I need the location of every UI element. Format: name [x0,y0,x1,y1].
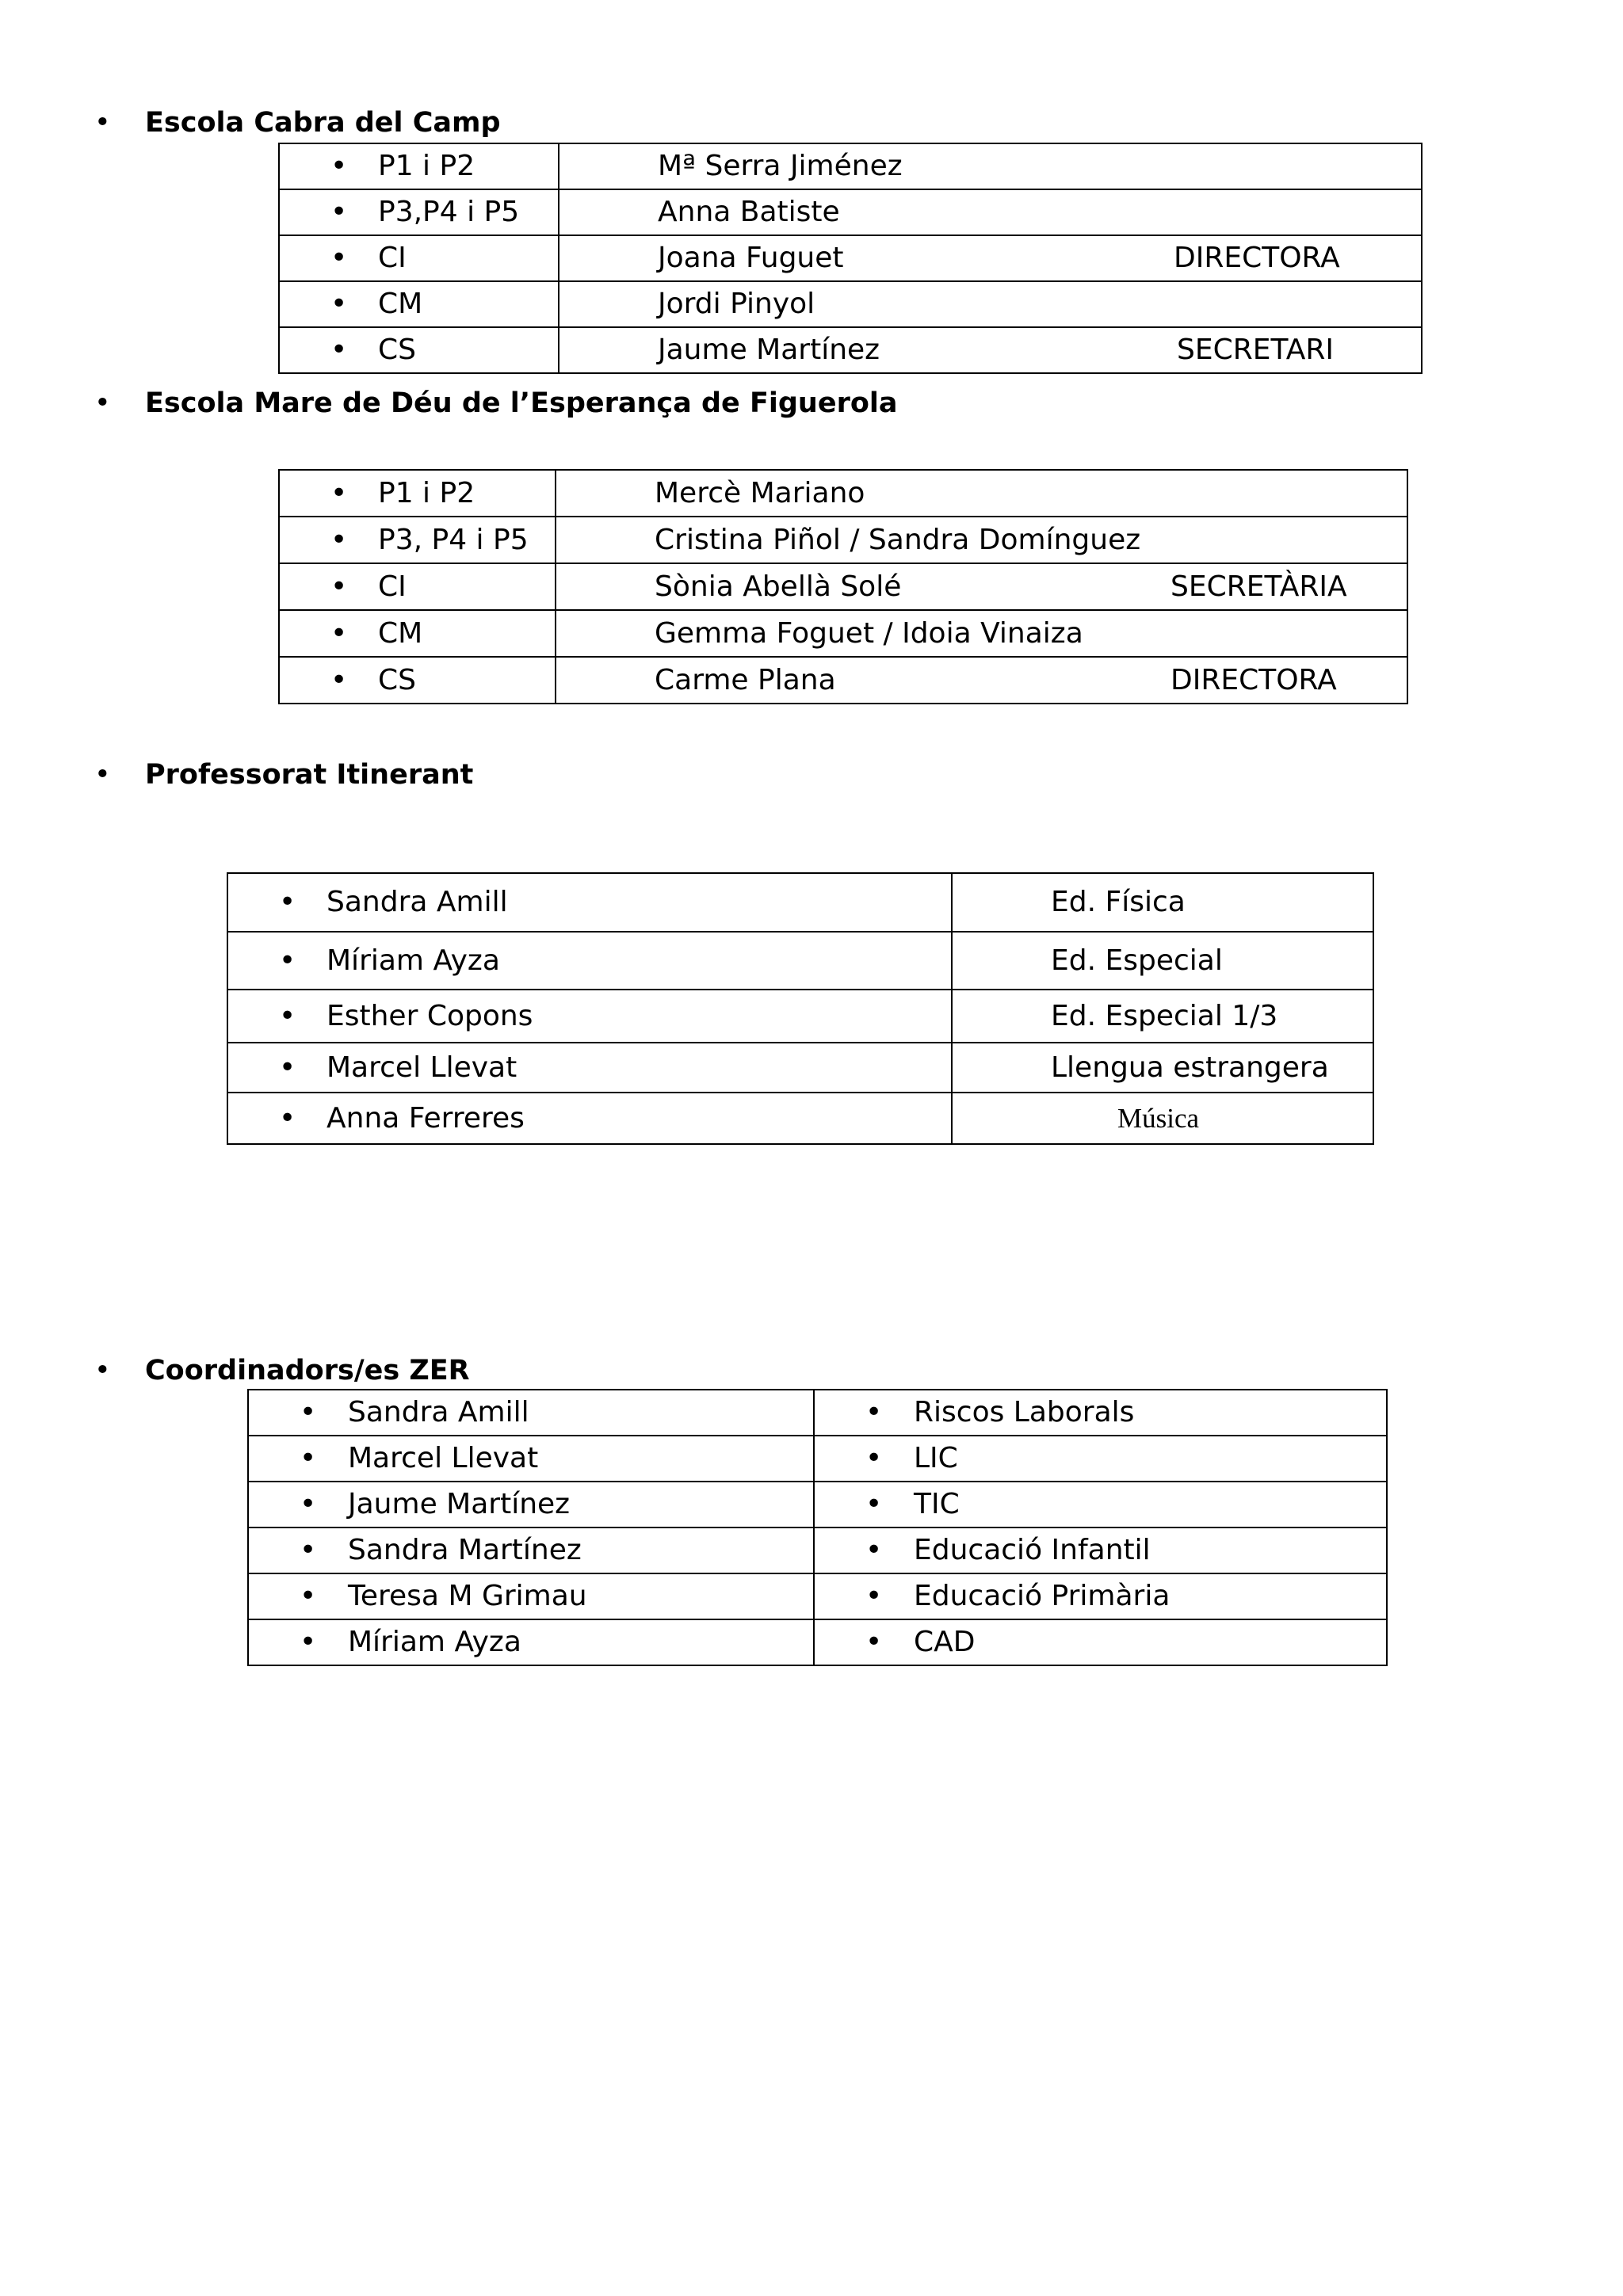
teacher-name: Joana Fuguet [658,242,844,274]
table-row [248,1573,1387,1619]
table-row [227,873,1373,932]
table-row [279,657,1407,704]
section-title-coordinadors-zer: • Coordinadors/es ZER [145,1355,470,1386]
teacher-name-cell: • Esther Copons [227,990,952,1043]
table-row [279,470,1407,517]
coordination-area-cell: • Educació Primària [814,1573,1387,1619]
level-cell: • P3,P4 i P5 [279,189,559,235]
role-label: DIRECTORA [1170,663,1337,696]
coordinator-name-cell: • Sandra Amill [248,1390,814,1436]
coordination-area-cell: • Riscos Laborals [814,1390,1387,1436]
teacher-cell [559,281,1422,327]
table-row [279,235,1422,281]
table-row [279,563,1407,610]
subject-cell: Música [952,1093,1373,1144]
coordination-area-cell: • Educació Infantil [814,1527,1387,1573]
section-title-escola-figuerola: • Escola Mare de Déu de l’Esperança de Figuerola [145,387,898,419]
coordinator-name-cell: • Teresa M Grimau [248,1573,814,1619]
teacher-name: Cristina Piñol / Sandra Domínguez [655,523,1141,556]
role-label: DIRECTORA [1174,242,1340,274]
coordination-area-cell: • TIC [814,1482,1387,1527]
teacher-name: Anna Batiste [658,196,840,228]
coordinator-name-cell: • Míriam Ayza [248,1619,814,1665]
table-row [279,189,1422,235]
teacher-name: Sònia Abellà Solé [655,570,902,603]
section-title-escola-cabra: • Escola Cabra del Camp [145,107,501,139]
teacher-name-cell: • Sandra Amill [227,873,952,932]
teacher-cell [556,610,1407,657]
table-row [227,990,1373,1043]
table-row [279,281,1422,327]
coordinator-name-cell: • Jaume Martínez [248,1482,814,1527]
teacher-cell [559,235,1422,281]
coordinator-name-cell: • Marcel Llevat [248,1436,814,1482]
table-row [248,1390,1387,1436]
teacher-name: Jaume Martínez [658,334,880,366]
teacher-cell [556,517,1407,563]
teacher-name: Mercè Mariano [655,476,865,509]
teacher-name-cell: • Míriam Ayza [227,932,952,990]
subject-cell: Llengua estrangera [952,1043,1373,1093]
level-cell: • P1 i P2 [279,470,556,517]
subject-cell: Ed. Especial [952,932,1373,990]
teacher-name-cell: • Marcel Llevat [227,1043,952,1093]
subject-cell: Ed. Especial 1/3 [952,990,1373,1043]
table-row [227,1093,1373,1144]
coordinator-name-cell: • Sandra Martínez [248,1527,814,1573]
teacher-cell [559,327,1422,373]
table-row [248,1619,1387,1665]
level-cell: • P1 i P2 [279,143,559,189]
level-cell: • CM [279,281,559,327]
role-label: SECRETÀRIA [1170,570,1347,603]
coordination-area-cell: • LIC [814,1436,1387,1482]
teacher-cell [559,143,1422,189]
teacher-cell [559,189,1422,235]
level-cell: • CI [279,563,556,610]
table-row [248,1527,1387,1573]
subject-cell: Ed. Física [952,873,1373,932]
teacher-name: Mª Serra Jiménez [658,150,903,182]
table-escola-figuerola [278,469,1408,704]
teacher-name: Gemma Foguet / Idoia Vinaiza [655,616,1083,650]
table-row [248,1436,1387,1482]
table-row [227,1043,1373,1093]
table-row [227,932,1373,990]
table-coordinadors-zer [247,1389,1388,1666]
coordination-area-cell: • CAD [814,1619,1387,1665]
teacher-name: Jordi Pinyol [658,288,815,320]
level-cell: • CM [279,610,556,657]
table-professorat-itinerant [227,872,1374,1145]
level-cell: • P3, P4 i P5 [279,517,556,563]
table-row [279,143,1422,189]
teacher-name: Carme Plana [655,663,836,696]
section-title-professorat-itinerant: • Professorat Itinerant [145,759,473,791]
table-escola-cabra [278,143,1423,374]
role-label: SECRETARI [1177,334,1334,366]
teacher-cell [556,470,1407,517]
level-cell: • CS [279,657,556,704]
teacher-cell [556,563,1407,610]
table-row [279,610,1407,657]
level-cell: • CI [279,235,559,281]
teacher-cell [556,657,1407,704]
level-cell: • CS [279,327,559,373]
teacher-name-cell: • Anna Ferreres [227,1093,952,1144]
table-row [248,1482,1387,1527]
table-row [279,327,1422,373]
table-row [279,517,1407,563]
